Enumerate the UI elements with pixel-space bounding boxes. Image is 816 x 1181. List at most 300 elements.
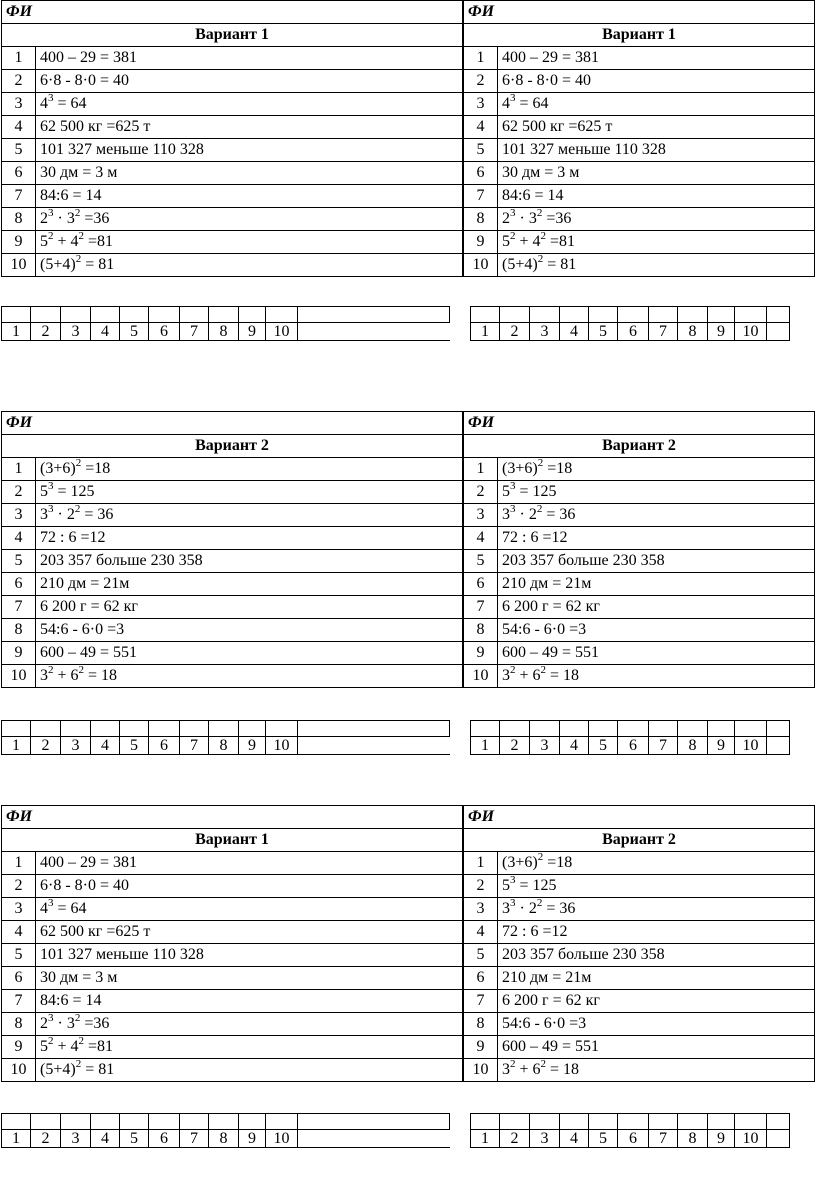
exponent: 3	[510, 92, 516, 104]
expression-text: 101 327 меньше 110 328	[40, 946, 204, 963]
answer-input-row	[2, 721, 450, 737]
answer-cell[interactable]	[149, 721, 180, 737]
answer-cell[interactable]	[589, 307, 618, 323]
answer-number: 3	[530, 323, 560, 341]
answer-cell[interactable]	[530, 1114, 560, 1130]
task-expression	[498, 93, 815, 116]
answer-number: 5	[589, 323, 618, 341]
task-row	[464, 458, 815, 481]
answer-number: 1	[471, 737, 500, 755]
answer-number: 7	[649, 323, 678, 341]
expression-text: =36	[80, 210, 110, 227]
answer-cell[interactable]	[149, 307, 180, 323]
variant-row	[464, 24, 815, 47]
task-expression	[36, 596, 463, 619]
task-number: 8	[2, 208, 36, 231]
task-row	[2, 898, 463, 921]
expression-text: = 81	[81, 1061, 115, 1078]
exponent: 3	[510, 897, 516, 909]
answer-cell[interactable]	[471, 1114, 500, 1130]
answer-cell[interactable]	[209, 1114, 239, 1130]
answer-filler	[298, 1114, 450, 1130]
answer-number-row	[471, 323, 790, 341]
answer-cell[interactable]	[31, 1114, 61, 1130]
answer-number-row	[2, 1130, 450, 1148]
expression-text: = 18	[84, 667, 118, 684]
exponent: 2	[536, 503, 543, 515]
task-expression	[36, 481, 463, 504]
answer-number: 2	[500, 1130, 530, 1148]
answer-number: 5	[120, 1130, 149, 1148]
exponent: 3	[48, 480, 54, 492]
answer-cell[interactable]	[500, 1114, 530, 1130]
expression-text: 600 – 49 = 551	[502, 1038, 600, 1055]
task-expression	[36, 47, 463, 70]
exponent: 2	[48, 230, 54, 242]
answer-cell[interactable]	[266, 1114, 298, 1130]
expression-text: 600 – 49 = 551	[40, 644, 138, 661]
task-number: 6	[464, 967, 498, 990]
exponent: 2	[48, 1035, 54, 1047]
exponent: 2	[537, 253, 544, 265]
answer-grid-right	[470, 1113, 790, 1148]
answer-input-row	[2, 307, 450, 323]
task-card-left	[1, 0, 463, 277]
task-number: 5	[2, 944, 36, 967]
task-number: 9	[2, 231, 36, 254]
answer-cell[interactable]	[649, 1114, 678, 1130]
answer-number: 9	[708, 737, 735, 755]
exponent: 2	[75, 1058, 82, 1070]
fi-row	[2, 412, 463, 435]
answer-cell[interactable]	[61, 307, 91, 323]
answer-input-row	[2, 1114, 450, 1130]
expression-text: = 125	[515, 877, 557, 894]
answer-number: 4	[560, 737, 589, 755]
task-expression	[36, 1059, 463, 1082]
task-expression	[498, 898, 815, 921]
expression-text: 72 : 6 =12	[40, 529, 106, 546]
answer-number: 3	[61, 323, 91, 341]
task-number: 7	[464, 185, 498, 208]
answer-cell[interactable]	[209, 307, 239, 323]
expression-text: 54:6 - 6·0 =3	[40, 621, 125, 638]
exponent: 2	[75, 457, 82, 469]
answer-cell[interactable]	[239, 1114, 266, 1130]
task-expression	[36, 254, 463, 277]
answer-number: 3	[61, 737, 91, 755]
answer-number: 5	[589, 737, 618, 755]
task-expression	[498, 185, 815, 208]
expression-text: · 2	[53, 506, 75, 523]
answer-number: 10	[266, 1130, 298, 1148]
task-number: 2	[464, 875, 498, 898]
variant-row	[2, 829, 463, 852]
task-expression	[498, 990, 815, 1013]
answer-filler	[298, 323, 450, 341]
answer-number: 6	[618, 323, 649, 341]
exponent: 2	[540, 664, 547, 676]
task-row	[2, 47, 463, 70]
answer-number: 1	[471, 323, 500, 341]
expression-text: = 18	[546, 667, 580, 684]
task-row	[464, 254, 815, 277]
answer-cell[interactable]	[31, 721, 61, 737]
task-expression	[498, 70, 815, 93]
expression-text: + 6	[515, 1061, 541, 1078]
task-number: 6	[464, 162, 498, 185]
answer-number: 3	[61, 1130, 91, 1148]
fi-label: ФИ	[464, 412, 815, 435]
answer-cell[interactable]	[91, 721, 120, 737]
task-row	[2, 921, 463, 944]
answer-grid-left	[1, 1113, 450, 1148]
task-row	[2, 185, 463, 208]
answer-number: 7	[649, 1130, 678, 1148]
answer-cell[interactable]	[735, 307, 767, 323]
expression-text: 62 500 кг =625 т	[502, 118, 613, 135]
task-row	[464, 921, 815, 944]
answer-cell[interactable]	[560, 307, 589, 323]
task-expression	[36, 619, 463, 642]
task-number: 8	[2, 1013, 36, 1036]
task-expression	[498, 550, 815, 573]
answer-cell[interactable]	[708, 1114, 735, 1130]
answer-input-row	[471, 307, 790, 323]
task-row	[2, 231, 463, 254]
answer-number: 4	[91, 1130, 120, 1148]
task-row	[2, 70, 463, 93]
exponent: 2	[540, 230, 547, 242]
exponent: 2	[537, 457, 544, 469]
task-row	[464, 1013, 815, 1036]
answer-cell[interactable]	[708, 307, 735, 323]
task-number: 1	[2, 47, 36, 70]
fi-label: ФИ	[2, 806, 463, 829]
expression-text: 3	[502, 506, 510, 523]
task-row	[464, 162, 815, 185]
expression-text: 30 дм = 3 м	[502, 164, 580, 181]
answer-cell[interactable]	[649, 307, 678, 323]
task-number: 5	[2, 139, 36, 162]
expression-text: =36	[80, 1015, 110, 1032]
answer-number: 6	[149, 323, 180, 341]
answer-number: 6	[149, 1130, 180, 1148]
answer-number: 1	[471, 1130, 500, 1148]
answer-cell[interactable]	[678, 307, 708, 323]
exponent: 3	[48, 897, 54, 909]
task-expression	[36, 162, 463, 185]
task-number: 2	[2, 70, 36, 93]
task-number: 4	[464, 116, 498, 139]
task-number: 5	[464, 944, 498, 967]
answer-cell[interactable]	[735, 721, 767, 737]
answer-cell[interactable]	[618, 307, 649, 323]
answer-number: 9	[239, 737, 266, 755]
answer-filler	[298, 1130, 450, 1148]
answer-number-row	[471, 737, 790, 755]
task-expression	[36, 1036, 463, 1059]
expression-text: 2	[40, 1015, 48, 1032]
task-expression	[36, 458, 463, 481]
answer-cell[interactable]	[589, 721, 618, 737]
fi-label: ФИ	[2, 1, 463, 24]
expression-text: 400 – 29 = 381	[40, 49, 138, 66]
task-number: 10	[464, 1059, 498, 1082]
task-expression	[498, 47, 815, 70]
expression-text: 30 дм = 3 м	[40, 164, 118, 181]
expression-text: 62 500 кг =625 т	[40, 118, 151, 135]
answer-cell[interactable]	[678, 721, 708, 737]
answer-number: 5	[589, 1130, 618, 1148]
answer-number: 5	[120, 737, 149, 755]
expression-text: =18	[543, 854, 573, 871]
expression-text: 6·8 - 8·0 = 40	[502, 72, 592, 89]
variant-row	[2, 435, 463, 458]
exponent: 3	[48, 92, 54, 104]
expression-text: · 3	[53, 210, 75, 227]
fi-label: ФИ	[464, 806, 815, 829]
answer-cell[interactable]	[530, 307, 560, 323]
answer-cell[interactable]	[618, 1114, 649, 1130]
task-row	[464, 185, 815, 208]
answer-cell[interactable]	[120, 1114, 149, 1130]
expression-text: 54:6 - 6·0 =3	[502, 1015, 587, 1032]
answer-cell[interactable]	[180, 307, 209, 323]
answer-cell[interactable]	[91, 307, 120, 323]
answer-cell[interactable]	[266, 307, 298, 323]
task-number: 10	[2, 254, 36, 277]
expression-text: 84:6 = 14	[502, 187, 564, 204]
task-number: 1	[464, 852, 498, 875]
task-expression	[36, 944, 463, 967]
task-expression	[36, 139, 463, 162]
task-number: 10	[2, 665, 36, 688]
task-row	[464, 573, 815, 596]
task-number: 9	[464, 642, 498, 665]
variant-row	[464, 435, 815, 458]
expression-text: 3	[502, 667, 510, 684]
answer-cell[interactable]	[31, 307, 61, 323]
exponent: 2	[536, 207, 543, 219]
expression-text: 3	[40, 506, 48, 523]
task-row	[2, 139, 463, 162]
answer-cell[interactable]	[500, 721, 530, 737]
task-expression	[498, 208, 815, 231]
task-number: 5	[464, 139, 498, 162]
task-number: 4	[2, 527, 36, 550]
task-number: 3	[464, 504, 498, 527]
answer-cell[interactable]	[471, 721, 500, 737]
task-number: 3	[464, 93, 498, 116]
expression-text: 5	[502, 877, 510, 894]
answer-number: 6	[618, 1130, 649, 1148]
task-row	[464, 875, 815, 898]
answer-number: 2	[31, 737, 61, 755]
task-number: 9	[464, 1036, 498, 1059]
task-expression	[36, 70, 463, 93]
task-row	[464, 619, 815, 642]
answer-filler	[767, 323, 790, 341]
expression-text: (3+6)	[40, 460, 76, 477]
expression-text: 72 : 6 =12	[502, 529, 568, 546]
task-number: 1	[464, 47, 498, 70]
answer-number: 4	[91, 737, 120, 755]
task-expression	[36, 185, 463, 208]
exponent: 3	[510, 480, 516, 492]
answer-cell[interactable]	[239, 307, 266, 323]
task-number: 6	[2, 967, 36, 990]
fi-label: ФИ	[2, 412, 463, 435]
answer-cell[interactable]	[471, 307, 500, 323]
task-row	[464, 139, 815, 162]
expression-text: · 3	[515, 210, 537, 227]
task-row	[2, 619, 463, 642]
answer-cell[interactable]	[589, 1114, 618, 1130]
answer-filler	[767, 307, 790, 323]
answer-input-row	[471, 1114, 790, 1130]
exponent: 3	[48, 1012, 54, 1024]
answer-number: 1	[2, 737, 31, 755]
answer-cell[interactable]	[530, 721, 560, 737]
answer-cell[interactable]	[180, 721, 209, 737]
expression-text: 5	[502, 483, 510, 500]
answer-number: 9	[239, 1130, 266, 1148]
answer-cell[interactable]	[149, 1114, 180, 1130]
answer-number: 7	[649, 737, 678, 755]
expression-text: =81	[546, 233, 576, 250]
expression-text: 4	[502, 95, 510, 112]
task-number: 9	[2, 1036, 36, 1059]
task-number: 3	[2, 504, 36, 527]
expression-text: 210 дм = 21м	[502, 575, 592, 592]
task-row	[2, 573, 463, 596]
answer-number: 2	[500, 737, 530, 755]
answer-cell[interactable]	[678, 1114, 708, 1130]
exponent: 2	[510, 664, 516, 676]
answer-grid-right	[470, 306, 790, 341]
answer-cell[interactable]	[708, 721, 735, 737]
task-expression	[498, 1036, 815, 1059]
answer-cell[interactable]	[239, 721, 266, 737]
answer-cell[interactable]	[91, 1114, 120, 1130]
expression-text: = 125	[515, 483, 557, 500]
task-row	[2, 458, 463, 481]
expression-text: 4	[40, 95, 48, 112]
expression-text: = 64	[515, 95, 549, 112]
answer-cell[interactable]	[180, 1114, 209, 1130]
task-number: 10	[2, 1059, 36, 1082]
expression-text: 5	[40, 483, 48, 500]
expression-text: 5	[502, 233, 510, 250]
exponent: 2	[48, 664, 54, 676]
task-row	[464, 550, 815, 573]
answer-cell[interactable]	[61, 1114, 91, 1130]
expression-text: · 3	[53, 1015, 75, 1032]
task-row	[2, 162, 463, 185]
expression-text: 210 дм = 21м	[502, 969, 592, 986]
answer-cell[interactable]	[2, 1114, 31, 1130]
task-number: 4	[464, 921, 498, 944]
task-row	[464, 231, 815, 254]
answer-number: 1	[2, 323, 31, 341]
task-row	[2, 944, 463, 967]
answer-cell[interactable]	[209, 721, 239, 737]
task-row	[464, 852, 815, 875]
answer-cell[interactable]	[500, 307, 530, 323]
expression-text: 2	[502, 210, 510, 227]
task-expression	[498, 665, 815, 688]
task-number: 7	[2, 990, 36, 1013]
answer-number: 10	[266, 737, 298, 755]
answer-filler	[298, 307, 450, 323]
answer-cell[interactable]	[2, 307, 31, 323]
answer-number: 7	[180, 1130, 209, 1148]
answer-grid-right	[470, 720, 790, 755]
task-number: 8	[464, 1013, 498, 1036]
task-number: 5	[2, 550, 36, 573]
answer-cell[interactable]	[120, 721, 149, 737]
task-expression	[36, 1013, 463, 1036]
expression-text: = 36	[542, 506, 576, 523]
task-row	[2, 527, 463, 550]
answer-cell[interactable]	[266, 721, 298, 737]
task-row	[464, 527, 815, 550]
fi-row	[2, 1, 463, 24]
task-number: 6	[2, 573, 36, 596]
task-row	[464, 70, 815, 93]
expression-text: = 64	[53, 95, 87, 112]
expression-text: (5+4)	[40, 256, 76, 273]
answer-cell[interactable]	[618, 721, 649, 737]
answer-cell[interactable]	[649, 721, 678, 737]
answer-cell[interactable]	[2, 721, 31, 737]
task-row	[2, 596, 463, 619]
task-expression	[498, 254, 815, 277]
answer-filler	[767, 721, 790, 737]
task-number: 8	[2, 619, 36, 642]
task-number: 10	[464, 665, 498, 688]
task-expression	[36, 116, 463, 139]
expression-text: · 2	[515, 900, 537, 917]
task-row	[464, 967, 815, 990]
task-card-left	[1, 805, 463, 1082]
answer-cell[interactable]	[61, 721, 91, 737]
answer-number: 7	[180, 323, 209, 341]
task-expression	[498, 944, 815, 967]
task-expression	[498, 1013, 815, 1036]
task-expression	[498, 162, 815, 185]
answer-cell[interactable]	[560, 721, 589, 737]
expression-text: (5+4)	[502, 256, 538, 273]
answer-number: 6	[618, 737, 649, 755]
task-expression	[498, 967, 815, 990]
expression-text: 2	[40, 210, 48, 227]
answer-cell[interactable]	[120, 307, 149, 323]
task-number: 3	[464, 898, 498, 921]
task-row	[2, 990, 463, 1013]
task-number: 4	[464, 527, 498, 550]
variant-title: Вариант 2	[464, 435, 815, 458]
task-row	[464, 944, 815, 967]
task-row	[2, 208, 463, 231]
exponent: 2	[74, 207, 81, 219]
task-expression	[498, 231, 815, 254]
task-row	[464, 481, 815, 504]
expression-text: = 36	[80, 506, 114, 523]
answer-cell[interactable]	[560, 1114, 589, 1130]
answer-cell[interactable]	[735, 1114, 767, 1130]
